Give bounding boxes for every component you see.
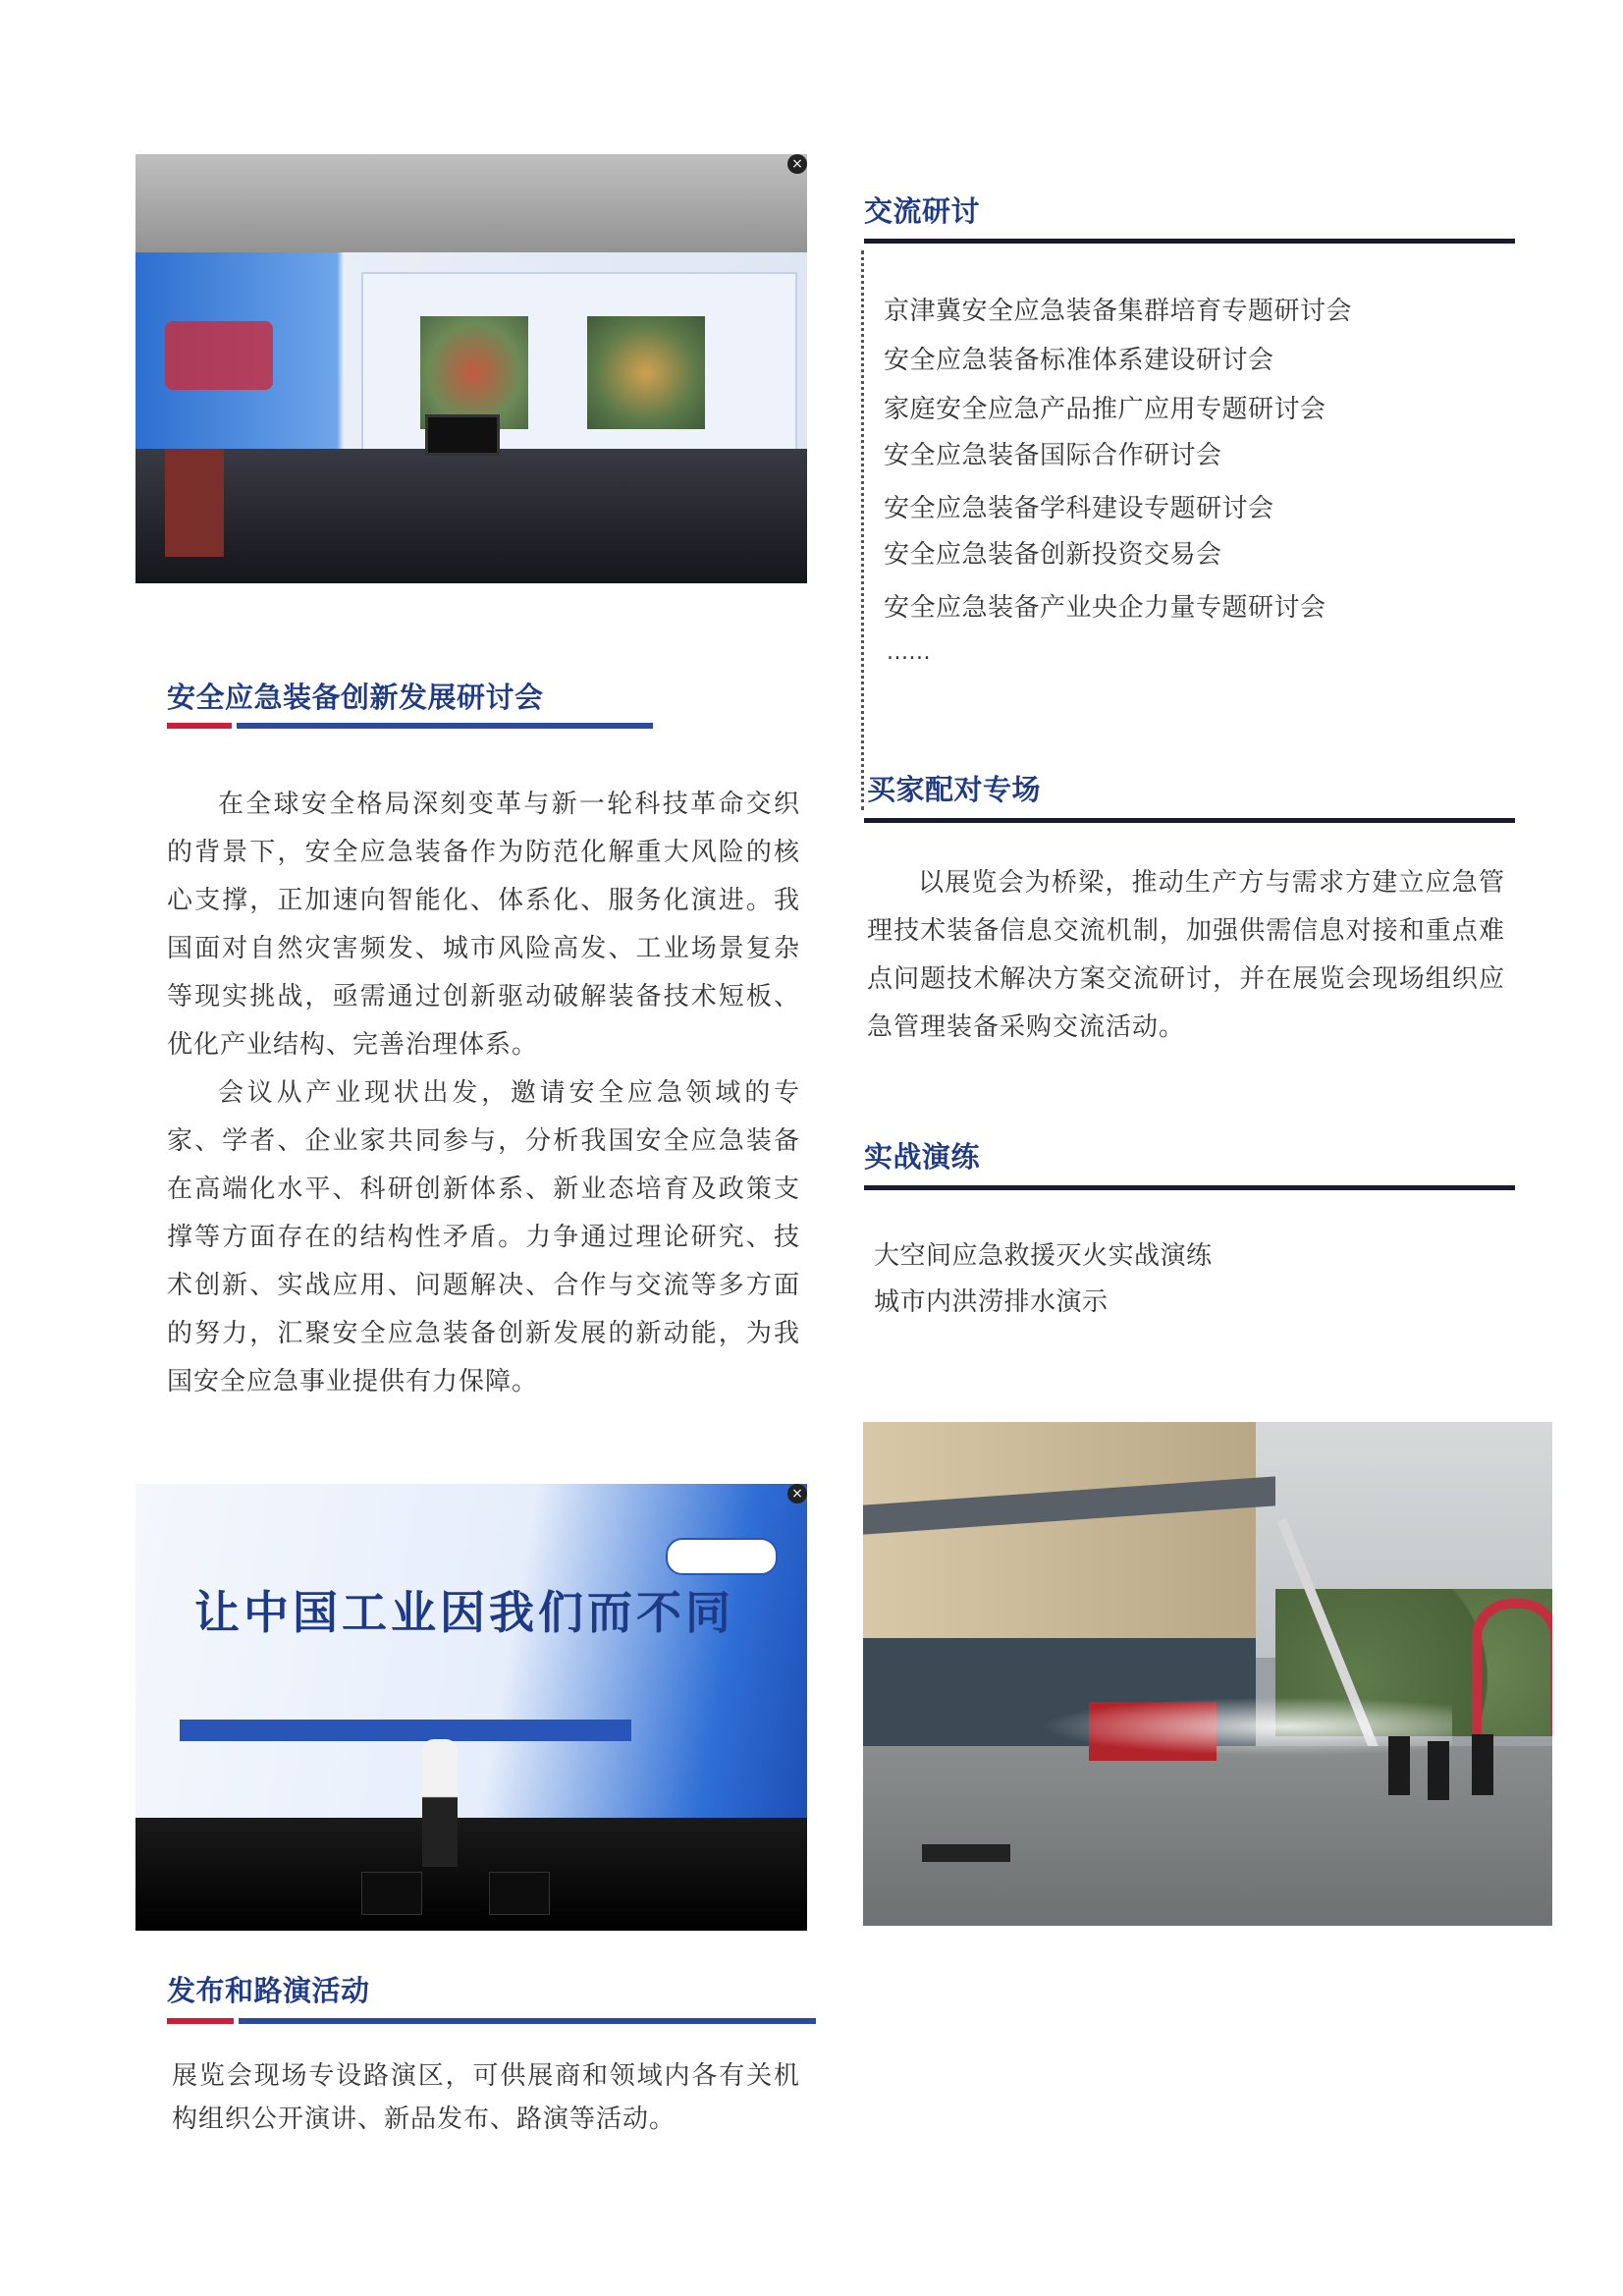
photo-firefighter [1428, 1741, 1449, 1800]
exchange-item: 京津冀安全应急装备集群培育专题研讨会 [884, 297, 1353, 326]
photo-label-bar [180, 1720, 631, 1741]
seminar-photo [135, 154, 807, 583]
buyer-title: 买家配对专场 [867, 773, 1042, 806]
exchange-item: 安全应急装备标准体系建设研讨会 [884, 346, 1274, 375]
drill-photo [863, 1422, 1552, 1926]
photo-arch [1472, 1599, 1552, 1736]
photo-map-left [420, 316, 528, 429]
seminar-body [167, 781, 800, 1406]
photo-logo [666, 1538, 778, 1575]
drill-title: 实战演练 [864, 1140, 981, 1174]
launch-title: 发布和路演活动 [167, 1974, 370, 2007]
roadshow-photo [135, 1484, 807, 1931]
buyer-rule [864, 818, 1515, 823]
seminar-paragraph-2: 会议从产业现状出发，邀请安全应急领域的专家、学者、企业家共同参与，分析我国安全应急装备在高端化水平、科研创新体系、新业态培育及政策支撑等方面存在的结构性矛盾。力争通过理论研究、技术创新、实战应用、问题解决、合作与交流等多方面的努力，汇聚安全应急装备创新发展的新动能，为我国安全应急事业提供有力保障。 [167, 1078, 800, 1396]
seminar-rule-red [167, 723, 232, 729]
photo-loudspeaker-left [361, 1872, 422, 1915]
photo-loudspeaker-right [489, 1872, 550, 1915]
seminar-title: 安全应急装备创新发展研讨会 [167, 681, 544, 714]
exchange-item: 安全应急装备国际合作研讨会 [884, 441, 1222, 470]
buyer-text: 以展览会为桥梁，推动生产方与需求方建立应急管理技术装备信息交流机制，加强供需信息对接和重点难点问题技术解决方案交流研讨，并在展览会现场组织应急管理装备采购交流活动。 [867, 868, 1505, 1042]
photo-phone [425, 414, 500, 456]
drill-rule [864, 1185, 1515, 1190]
photo-speaker [422, 1739, 458, 1867]
exchange-item: 安全应急装备创新投资交易会 [884, 540, 1222, 570]
close-icon[interactable]: × [787, 154, 807, 174]
close-icon[interactable]: × [787, 1484, 807, 1503]
photo-map-right [587, 316, 705, 429]
dotted-divider [861, 250, 864, 810]
photo-podium [165, 449, 224, 557]
photo-audience [135, 449, 807, 583]
launch-rule-blue [239, 2018, 816, 2024]
photo-firefighter [1388, 1736, 1410, 1795]
photo-slogan: 让中国工业因我们而不同 [194, 1586, 734, 1639]
photo-equipment [922, 1844, 1010, 1862]
seminar-rule-blue [237, 723, 653, 729]
photo-stage [135, 1818, 807, 1931]
photo-expo-badge [165, 321, 273, 390]
exchange-title: 交流研讨 [864, 194, 981, 228]
exchange-item: 安全应急装备学科建设专题研讨会 [884, 494, 1274, 523]
launch-text: 展览会现场专设路演区，可供展商和领域内各有关机构组织公开演讲、新品发布、路演等活动。 [172, 2061, 800, 2134]
launch-body [172, 2054, 800, 2141]
photo-backdrop [135, 1484, 807, 1818]
exchange-item: 安全应急装备产业央企力量专题研讨会 [884, 593, 1326, 623]
buyer-body [867, 859, 1505, 1052]
photo-firefighter [1472, 1734, 1493, 1795]
exchange-rule [864, 239, 1515, 244]
drill-item: 城市内洪涝排水演示 [874, 1287, 1109, 1317]
drill-item: 大空间应急救援灭火实战演练 [874, 1241, 1213, 1271]
exchange-item-more: ...... [887, 640, 931, 665]
exchange-item: 家庭安全应急产品推广应用专题研讨会 [884, 395, 1326, 424]
launch-rule-red [167, 2018, 234, 2024]
seminar-paragraph-1: 在全球安全格局深刻变革与新一轮科技革命交织的背景下，安全应急装备作为防范化解重大风险的核心支撑，正加速向智能化、体系化、服务化演进。我国面对自然灾害频发、城市风险高发、工业场景复杂等现实挑战，亟需通过创新驱动破解装备技术短板、优化产业结构、完善治理体系。 [167, 790, 800, 1060]
